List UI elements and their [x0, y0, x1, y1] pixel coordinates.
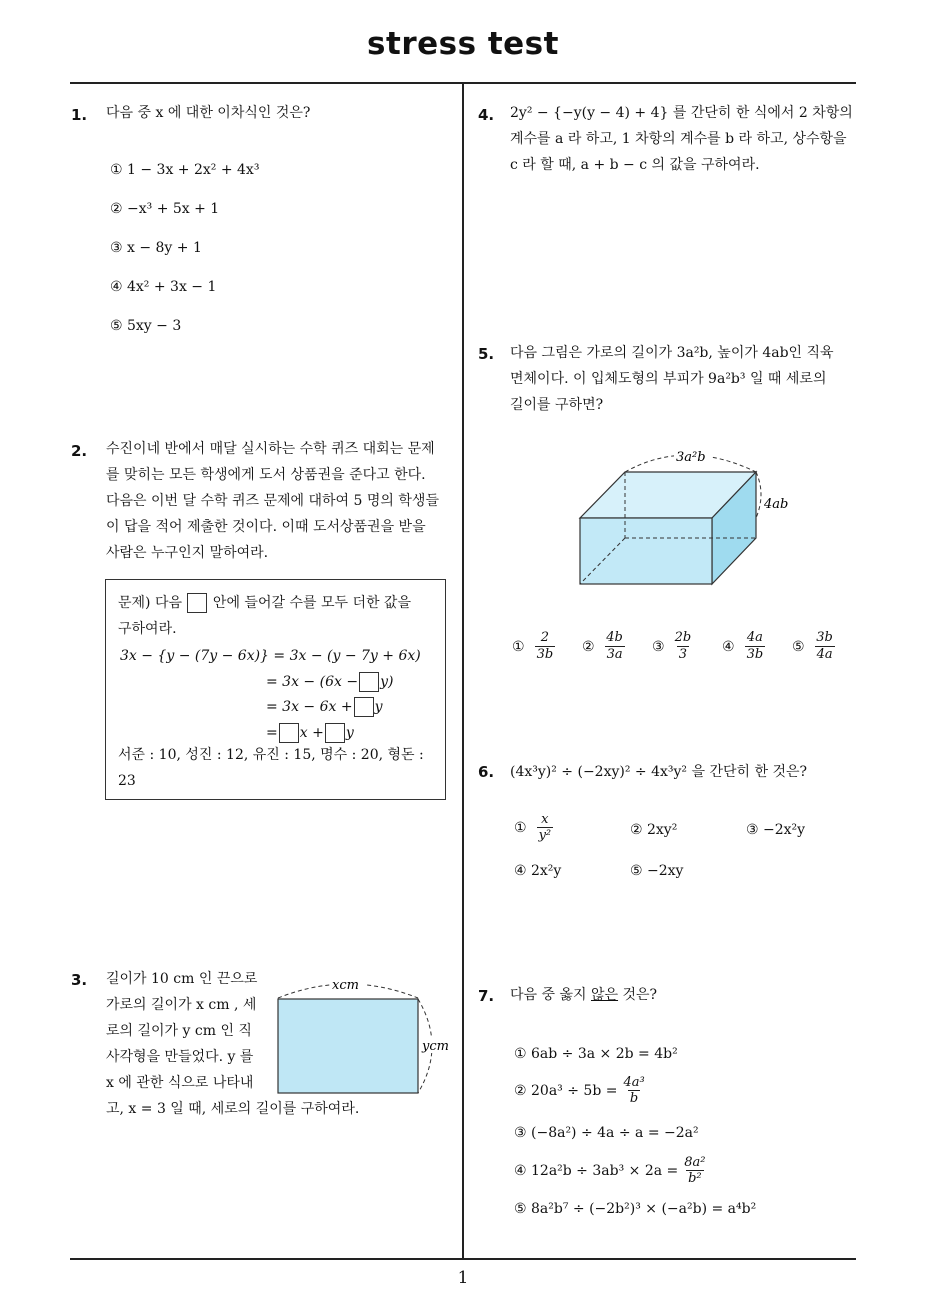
- text-line: 다음 그림은 가로의 길이가 3a²b, 높이가 4ab인 직육: [510, 345, 834, 361]
- fraction: [605, 630, 625, 663]
- option-2[interactable]: ② −x³ + 5x + 1: [110, 201, 220, 217]
- text-line: 다음은 이번 달 수학 퀴즈 문제에 대하여 5 명의 학생들: [106, 493, 439, 509]
- eq-text: y: [374, 699, 383, 715]
- width-label: xcm: [332, 978, 359, 993]
- option-1[interactable]: ① 6ab ÷ 3a × 2b = 4b²: [514, 1046, 678, 1062]
- height-label: ycm: [422, 1039, 449, 1054]
- text-line: 를 맞히는 모든 학생에게 도서 상품권을 준다고 한다.: [106, 467, 426, 483]
- question-text: (4x³y)² ÷ (−2xy)² ÷ 4x³y² 을 간단히 한 것은?: [510, 764, 808, 780]
- equation-line-1: 3x − {y − (7y − 6x)} = 3x − (y − 7y + 6x): [120, 648, 421, 664]
- text-line: x 에 관한 식으로 나타내: [106, 1075, 254, 1091]
- denominator: 3b: [536, 647, 554, 662]
- denominator: 3b: [746, 647, 764, 662]
- numerator: 4b: [606, 630, 623, 645]
- blank-box: [325, 723, 345, 743]
- box-text: 문제) 다음: [118, 595, 183, 611]
- numerator: 3b: [816, 630, 833, 645]
- question-text: [510, 982, 657, 1008]
- answers-line-1: 서준 : 10, 성진 : 12, 유진 : 15, 명수 : 20, 형돈 :: [118, 747, 424, 763]
- numerator: 2b: [674, 630, 692, 645]
- eq-text: x +: [299, 725, 324, 741]
- question-number: 4.: [478, 106, 495, 124]
- option-text: ④ 12a²b ÷ 3ab³ × 2a =: [514, 1162, 679, 1179]
- fraction: [815, 630, 835, 663]
- text-line: 사각형을 만들었다. y 를: [106, 1049, 254, 1065]
- fraction: [623, 1075, 644, 1106]
- blank-box: [187, 593, 207, 613]
- fraction: [537, 812, 554, 843]
- denominator: 4a: [816, 647, 833, 662]
- eq-text: = 3x − (6x −: [266, 674, 359, 690]
- page-number: 1: [457, 1268, 469, 1288]
- option-3[interactable]: ③ −2x²y: [746, 822, 806, 838]
- option-4[interactable]: ④ 2x²y: [514, 863, 562, 879]
- text-line: 가로의 길이가 x cm , 세: [106, 997, 257, 1013]
- numerator: 8a²: [684, 1155, 706, 1170]
- text-line: 수진이네 반에서 매달 실시하는 수학 퀴즈 대회는 문제: [106, 441, 435, 457]
- width-label: 3a²b: [676, 450, 706, 465]
- denominator: 3a: [606, 647, 623, 662]
- column-divider: [462, 83, 464, 1258]
- text-line: c 라 할 때, a + b − c 의 값을 구하여라.: [510, 157, 760, 173]
- option-3[interactable]: [652, 630, 691, 663]
- box-line-1: [118, 590, 411, 616]
- option-1[interactable]: [512, 630, 555, 663]
- option-mark: ①: [512, 638, 525, 655]
- text-line: 사람은 누구인지 말하여라.: [106, 545, 269, 561]
- option-mark: ①: [514, 819, 527, 836]
- question-number: 2.: [71, 442, 88, 460]
- height-label: 4ab: [764, 497, 789, 512]
- blank-box: [359, 672, 379, 692]
- question-number: 1.: [71, 106, 88, 124]
- equation-line-3: [266, 694, 383, 720]
- fraction: [675, 630, 692, 663]
- option-text: ② 20a³ ÷ 5b =: [514, 1082, 618, 1099]
- option-4[interactable]: [722, 630, 765, 663]
- fraction: [535, 630, 556, 663]
- question-number: 3.: [71, 971, 88, 989]
- option-3[interactable]: ③ (−8a²) ÷ 4a ÷ a = −2a²: [514, 1125, 699, 1141]
- bottom-rule: [70, 1258, 856, 1260]
- option-4[interactable]: [514, 1155, 706, 1186]
- cuboid-figure: [570, 440, 800, 590]
- blank-box: [279, 723, 299, 743]
- question-text: [510, 340, 834, 418]
- blank-box: [354, 697, 374, 717]
- fraction: [684, 1155, 705, 1186]
- question-number: 6.: [478, 763, 495, 781]
- numerator: x: [541, 812, 549, 827]
- text-line: 2y² − {−y(y − 4) + 4} 를 간단히 한 식에서 2 차항의: [510, 105, 853, 121]
- rectangle-figure: [268, 972, 458, 1102]
- option-2[interactable]: ② 2xy²: [630, 822, 678, 838]
- option-5[interactable]: ⑤ −2xy: [630, 863, 684, 879]
- option-3[interactable]: ③ x − 8y + 1: [110, 240, 202, 256]
- denominator: b²: [688, 1171, 702, 1186]
- option-1[interactable]: [514, 812, 553, 843]
- page-title: stress test: [367, 26, 559, 62]
- box-line-2: 구하여라.: [118, 621, 177, 637]
- question-number: 7.: [478, 987, 495, 1005]
- fraction: [745, 630, 766, 663]
- option-1[interactable]: ① 1 − 3x + 2x² + 4x³: [110, 162, 260, 178]
- question-number: 5.: [478, 345, 495, 363]
- eq-text: y: [345, 725, 354, 741]
- underlined-text: 않은: [590, 987, 619, 1003]
- text-line: 로의 길이가 y cm 인 직: [106, 1023, 252, 1039]
- option-mark: ②: [582, 638, 595, 655]
- question-text: [106, 436, 456, 566]
- text-part: 것은?: [622, 987, 658, 1003]
- eq-text: = 3x − 6x +: [266, 699, 353, 715]
- option-mark: ④: [722, 638, 735, 655]
- option-mark: ③: [652, 638, 665, 655]
- eq-text: y): [380, 674, 394, 690]
- answers-line-2: 23: [118, 773, 136, 789]
- question-text: [510, 100, 853, 178]
- denominator: y²: [538, 828, 552, 843]
- equation-line-2: [266, 669, 393, 695]
- options-row: [512, 630, 852, 670]
- option-5[interactable]: [792, 630, 835, 663]
- numerator: 4a³: [623, 1075, 645, 1090]
- option-2[interactable]: [514, 1075, 645, 1106]
- text-part: 다음 중 옳지: [510, 987, 587, 1003]
- option-mark: ⑤: [792, 638, 805, 655]
- text-line: 길이가 10 cm 인 끈으로: [106, 971, 258, 987]
- text-line: 고, x = 3 일 때, 세로의 길이를 구하여라.: [106, 1101, 360, 1117]
- question-text: 다음 중 x 에 대한 이차식인 것은?: [106, 105, 311, 121]
- numerator: 2: [540, 630, 549, 645]
- text-line: 면체이다. 이 입체도형의 부피가 9a²b³ 일 때 세로의: [510, 371, 827, 387]
- option-5[interactable]: ⑤ 5xy − 3: [110, 318, 182, 334]
- option-2[interactable]: [582, 630, 625, 663]
- eq-text: =: [266, 725, 278, 741]
- option-5[interactable]: ⑤ 8a²b⁷ ÷ (−2b²)³ × (−a²b) = a⁴b²: [514, 1201, 757, 1217]
- box-text: 안에 들어갈 수를 모두 더한 값을: [212, 595, 411, 611]
- text-line: 길이를 구하면?: [510, 397, 604, 413]
- text-line: 이 답을 적어 제출한 것이다. 이때 도서상품권을 받을: [106, 519, 426, 535]
- numerator: 4a: [746, 630, 763, 645]
- text-line: 계수를 a 라 하고, 1 차항의 계수를 b 라 하고, 상수항을: [510, 131, 847, 147]
- denominator: b: [629, 1091, 639, 1106]
- option-4[interactable]: ④ 4x² + 3x − 1: [110, 279, 217, 295]
- denominator: 3: [678, 647, 687, 662]
